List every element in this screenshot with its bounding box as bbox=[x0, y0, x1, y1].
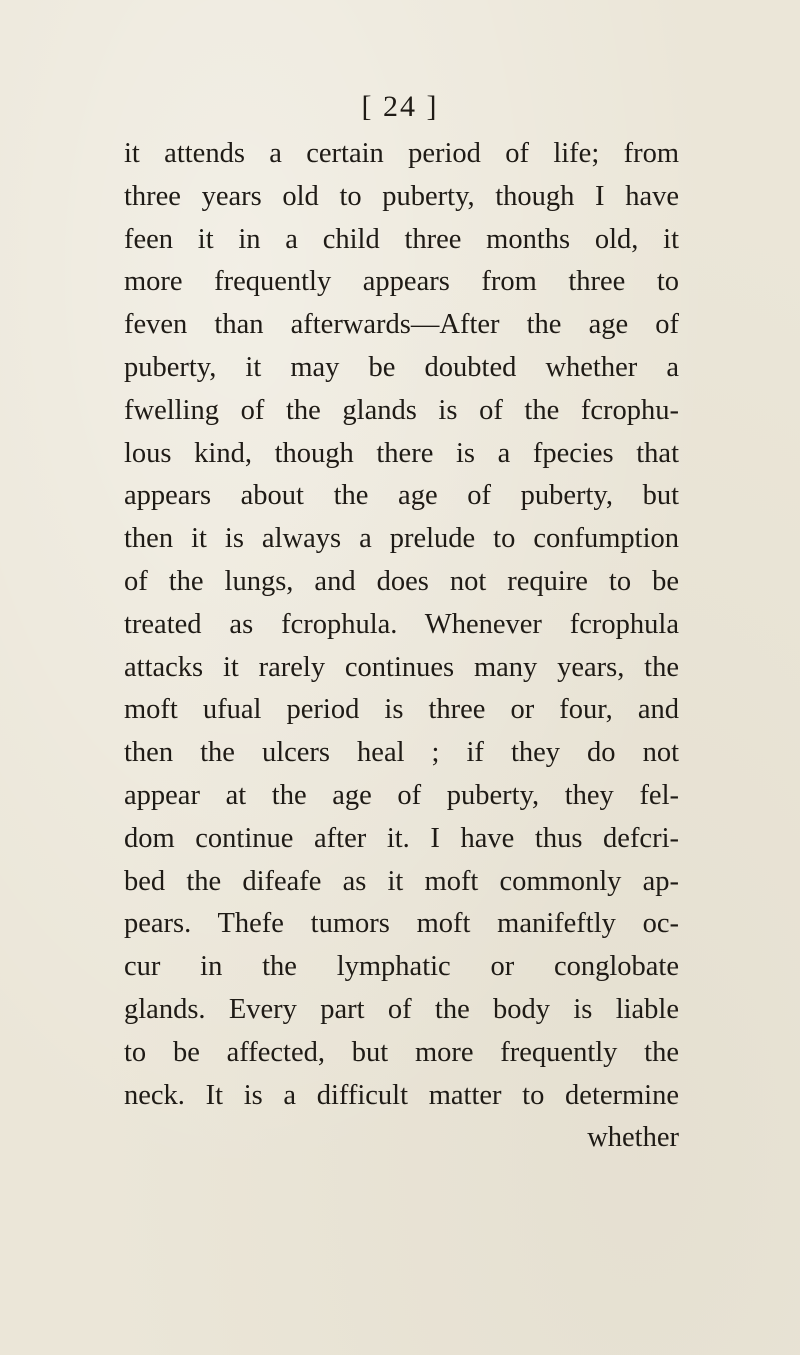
text-line: cur in the lymphatic or conglobate bbox=[124, 951, 679, 983]
text-line: puberty, it may be doubted whether a bbox=[124, 351, 679, 383]
text-line: pears. Thefe tumors moft manifeftly oc- bbox=[124, 908, 679, 940]
text-line: it attends a certain period of life; from bbox=[124, 138, 679, 169]
text-line: feen it in a child three months old, it bbox=[124, 223, 679, 255]
text-line: attacks it rarely continues many years, the bbox=[124, 651, 679, 683]
text-line: fwelling of the glands is of the fcrophu- bbox=[124, 394, 679, 426]
text-line: lous kind, though there is a fpecies that bbox=[124, 437, 679, 469]
text-line: appear at the age of puberty, they fel- bbox=[124, 779, 679, 811]
text-line: glands. Every part of the body is liable bbox=[124, 993, 679, 1025]
text-line: of the lungs, and does not require to be bbox=[124, 565, 679, 597]
text-line: to be affected, but more frequently the bbox=[124, 1036, 679, 1068]
text-line: treated as fcrophula. Whenever fcrophula bbox=[124, 608, 679, 640]
catchword-text: whether bbox=[587, 1122, 679, 1154]
body-text bbox=[124, 133, 679, 1160]
text-line: then the ulcers heal ; if they do not bbox=[124, 737, 679, 769]
text-line: three years old to puberty, though I have bbox=[124, 180, 679, 212]
text-line: more frequently appears from three to bbox=[124, 266, 679, 298]
text-line: dom continue after it. I have thus defcri- bbox=[124, 822, 679, 854]
catchword bbox=[124, 1117, 679, 1160]
text-line: moft ufual period is three or four, and bbox=[124, 694, 679, 726]
text-line: bed the difeafe as it moft commonly ap- bbox=[124, 865, 679, 897]
text-line: feven than afterwards—After the age of bbox=[124, 309, 679, 341]
page-number: [ 24 ] bbox=[361, 90, 439, 123]
text-line: appears about the age of puberty, but bbox=[124, 480, 679, 512]
text-line: then it is always a prelude to confumption bbox=[124, 523, 679, 555]
text-line: neck. It is a difficult matter to determine bbox=[124, 1079, 679, 1111]
